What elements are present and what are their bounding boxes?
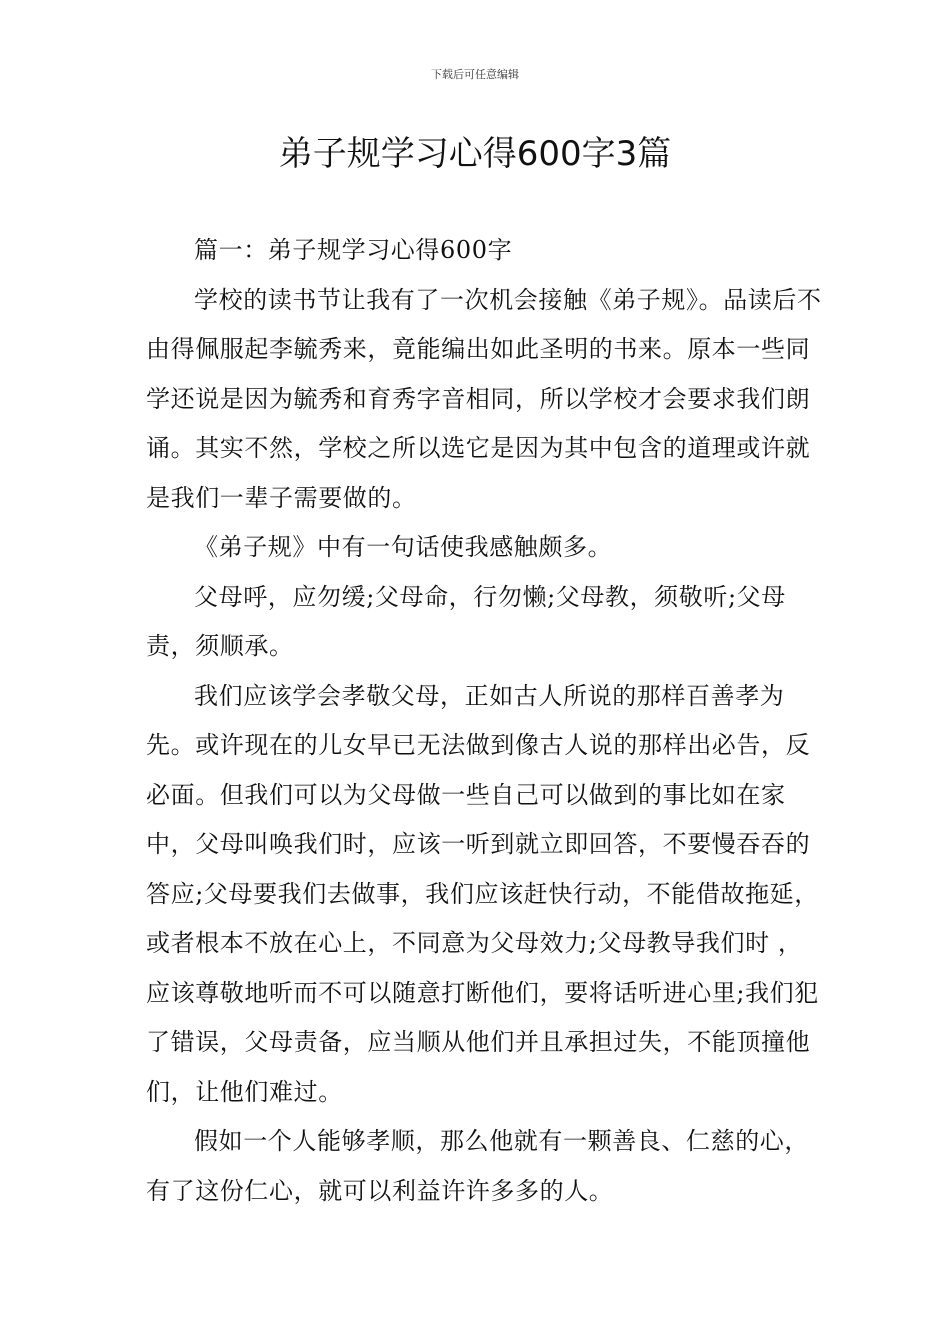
paragraph: 父母呼，应勿缓;父母命，行勿懒;父母教，须敬听;父母责，须顺承。 <box>146 582 786 660</box>
paragraph: 《弟子规》中有一句话使我感触颇多。 <box>194 533 613 561</box>
section-heading: 篇一：弟子规学习心得600字 <box>194 236 513 264</box>
paragraph: 学校的读书节让我有了一次机会接触《弟子规》。品读后不由得佩服起李毓秀来，竟能编出如此圣明的书来。原本一些同学还说是因为毓秀和育秀字音相同，所以学校才会要求我们朗诵。其实不然，学校之所以选它是因为其中包含的道理或许就是我们一辈子需要做的。 <box>146 285 822 512</box>
page-header-note: 下载后可任意编辑 <box>431 68 519 81</box>
document-body <box>146 226 826 1216</box>
paragraph: 假如一个人能够孝顺，那么他就有一颗善良、仁慈的心，有了这份仁心，就可以利益许许多多的人。 <box>146 1127 809 1205</box>
document-title: 弟子规学习心得600字3篇 <box>278 134 672 174</box>
paragraph: 我们应该学会孝敬父母，正如古人所说的那样百善孝为先。或许现在的儿女早已无法做到像古人说的那样出必告，反必面。但我们可以为父母做一些自己可以做到的事比如在家中，父母叫唤我们时，应该一听到就立即回答，不要慢吞吞的答应;父母要我们去做事，我们应该赶快行动，不能借故拖延，或者根本不放在心上，不同意为父母效力;父母教导我们时 ，应该尊敬地听而不可以随意打断他们，要将话听进心里;我们犯了错误，父母责备，应当顺从他们并且承担过失，不能顶撞他们，让他们难过。 <box>146 681 819 1106</box>
